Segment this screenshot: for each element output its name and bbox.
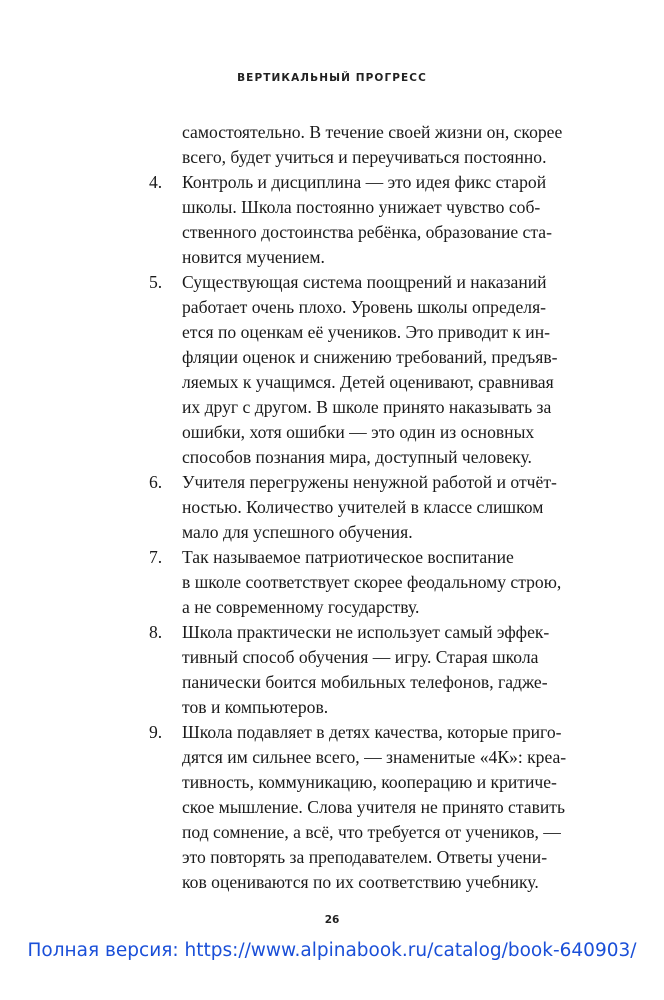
- list-item-9: [146, 720, 582, 895]
- text-line: фляции оценок и снижению требований, предъяв-: [182, 347, 558, 367]
- text-line: самостоятельно. В течение своей жизни он, скорее: [182, 122, 563, 142]
- text-line: всего, будет учиться и переучиваться постоянно.: [182, 147, 547, 167]
- body-text: [146, 120, 582, 895]
- text-line: Существующая система поощрений и наказаний: [182, 272, 547, 292]
- full-version-link[interactable]: [0, 940, 664, 961]
- list-item-number: 4.: [149, 172, 163, 192]
- text-line: это повторять за преподавателем. Ответы учени-: [182, 847, 548, 867]
- text-line: тивность, коммуникацию, кооперацию и критиче-: [182, 772, 557, 792]
- text-line: под сомнение, а всё, что требуется от учеников, —: [182, 822, 561, 842]
- text-line: школы. Школа постоянно унижает чувство соб-: [182, 197, 541, 217]
- text-line: панически боится мобильных телефонов, гадже-: [182, 672, 548, 692]
- list-item-4: [146, 170, 582, 270]
- text-line: тов и компьютеров.: [182, 697, 329, 717]
- text-line: ляемых к учащимся. Детей оценивают, сравнивая: [182, 372, 554, 392]
- text-line: ков оцениваются по их соответствию учебнику.: [182, 872, 539, 892]
- list-item-number: 5.: [149, 272, 163, 292]
- list-item-7: [146, 545, 582, 620]
- text-line: новится мучением.: [182, 247, 325, 267]
- numbered-list: [146, 170, 582, 895]
- list-item-number: 6.: [149, 472, 163, 492]
- text-line: Школа подавляет в детях качества, которые приго-: [182, 722, 562, 742]
- running-header: ВЕРТИКАЛЬНЫЙ ПРОГРЕСС: [237, 72, 427, 84]
- full-version-url: https://www.alpinabook.ru/catalog/book-640903/: [184, 940, 637, 961]
- text-line: ностью. Количество учителей в классе слишком: [182, 497, 544, 517]
- text-line: тивный способ обучения — игру. Старая школа: [182, 647, 539, 667]
- text-line: мало для успешного обучения.: [182, 522, 413, 542]
- intro-paragraph: [146, 120, 582, 170]
- text-line: ственного достоинства ребёнка, образование ста-: [182, 222, 552, 242]
- text-line: Школа практически не использует самый эффек-: [182, 622, 550, 642]
- text-line: в школе соответствует скорее феодальному строю,: [182, 572, 562, 592]
- text-line: дятся им сильнее всего, — знаменитые «4К»: креа-: [182, 747, 567, 767]
- list-item-number: 9.: [149, 722, 163, 742]
- full-version-label: Полная версия:: [27, 940, 179, 961]
- list-item-number: 8.: [149, 622, 163, 642]
- list-item-number: 7.: [149, 547, 163, 567]
- text-line: ское мышление. Слова учителя не принято ставить: [182, 797, 565, 817]
- page-number: 26: [324, 914, 340, 926]
- text-line: работает очень плохо. Уровень школы определя-: [182, 297, 547, 317]
- list-item-8: [146, 620, 582, 720]
- text-line: способов познания мира, доступный человеку.: [182, 447, 532, 467]
- list-item-6: [146, 470, 582, 545]
- text-line: ошибки, хотя ошибки — это один из основных: [182, 422, 535, 442]
- text-line: Учителя перегружены ненужной работой и отчёт-: [182, 472, 557, 492]
- text-line: а не современному государству.: [182, 597, 420, 617]
- text-line: их друг с другом. В школе принято наказывать за: [182, 397, 552, 417]
- list-item-5: [146, 270, 582, 470]
- text-line: ется по оценкам её учеников. Это приводит к ин-: [182, 322, 550, 342]
- text-line: Контроль и дисциплина — это идея фикс старой: [182, 172, 547, 192]
- text-line: Так называемое патриотическое воспитание: [182, 547, 514, 567]
